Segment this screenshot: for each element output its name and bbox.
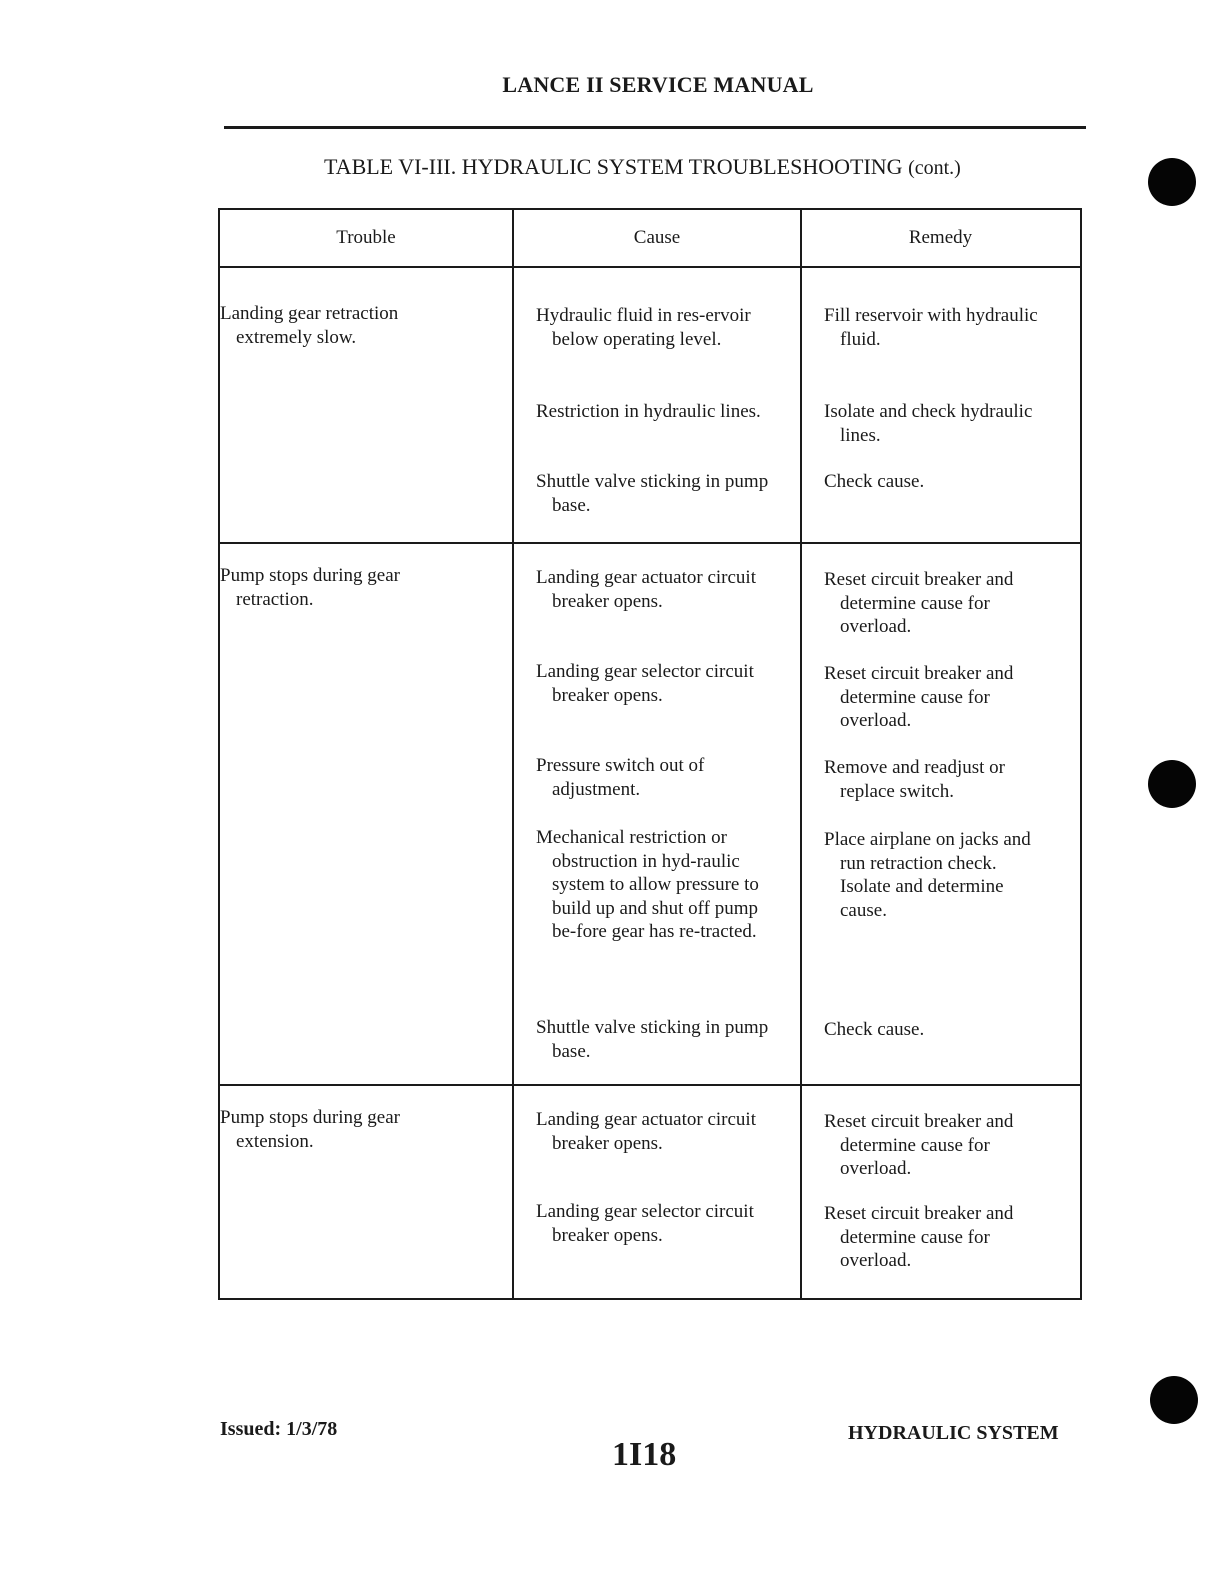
cause-text: Shuttle valve sticking in pump base. <box>536 1017 769 1062</box>
cause-text: Landing gear selector circuit breaker opens. <box>536 1201 754 1246</box>
troubleshooting-table <box>218 208 1082 1300</box>
cause-text: Mechanical restriction or obstruction in hyd-raulic system to allow pressure to build up and shut off pump be-fore gear has re-tracted. <box>536 827 759 942</box>
remedy-text: Check cause. <box>824 1019 925 1040</box>
remedy-text: Reset circuit breaker and determine cause for overload. <box>824 663 1014 731</box>
trouble-group <box>220 1084 1080 1298</box>
table-title-main: TABLE VI-III. HYDRAULIC SYSTEM TROUBLESHOOTING <box>324 154 903 179</box>
trouble-text: Pump stops during gear retraction. <box>220 565 400 610</box>
trouble-text: Pump stops during gear extension. <box>220 1107 400 1152</box>
trouble-text: Landing gear retraction extremely slow. <box>220 303 399 348</box>
remedy-text: Isolate and check hydraulic lines. <box>824 401 1033 446</box>
remedy-cell <box>800 1086 1079 1298</box>
cause-text: Landing gear actuator circuit breaker opens. <box>536 1109 756 1154</box>
trouble-cell <box>220 544 512 1084</box>
table-header-row <box>220 210 1080 266</box>
cause-cell <box>512 268 800 542</box>
table-title-suffix: (cont.) <box>908 157 961 179</box>
trouble-group <box>220 542 1080 1084</box>
binder-hole <box>1148 760 1196 808</box>
remedy-cell <box>800 544 1079 1084</box>
column-header-trouble: Trouble <box>336 227 396 249</box>
column-header-remedy: Remedy <box>800 210 1079 266</box>
remedy-text: Reset circuit breaker and determine cause for overload. <box>824 1203 1014 1271</box>
cause-text: Landing gear actuator circuit breaker opens. <box>536 567 756 612</box>
column-header-cause: Cause <box>512 210 800 266</box>
cause-text: Restriction in hydraulic lines. <box>536 401 761 422</box>
cause-text: Shuttle valve sticking in pump base. <box>536 471 769 516</box>
cause-cell <box>512 1086 800 1298</box>
page-number: 1I18 <box>612 1436 677 1473</box>
section-name: HYDRAULIC SYSTEM <box>848 1422 1059 1444</box>
binder-hole <box>1148 158 1196 206</box>
trouble-group <box>220 266 1080 542</box>
cause-text: Hydraulic fluid in res-ervoir below operating level. <box>536 305 751 350</box>
cause-text: Landing gear selector circuit breaker opens. <box>536 661 754 706</box>
trouble-cell <box>220 268 512 542</box>
manual-title: LANCE II SERVICE MANUAL <box>502 72 814 97</box>
remedy-text: Reset circuit breaker and determine cause for overload. <box>824 1111 1014 1179</box>
issued-date: Issued: 1/3/78 <box>220 1418 338 1440</box>
remedy-text: Fill reservoir with hydraulic fluid. <box>824 305 1038 350</box>
cause-text: Pressure switch out of adjustment. <box>536 755 705 800</box>
remedy-text: Reset circuit breaker and determine cause for overload. <box>824 569 1014 637</box>
cause-cell <box>512 544 800 1084</box>
trouble-cell <box>220 1086 512 1298</box>
remedy-cell <box>800 268 1079 542</box>
remedy-text: Place airplane on jacks and run retraction check. Isolate and determine cause. <box>824 829 1031 921</box>
remedy-text: Check cause. <box>824 471 925 492</box>
remedy-text: Remove and readjust or replace switch. <box>824 757 1005 802</box>
header-rule <box>224 126 1086 129</box>
binder-hole <box>1150 1376 1198 1424</box>
table-title <box>324 154 961 180</box>
